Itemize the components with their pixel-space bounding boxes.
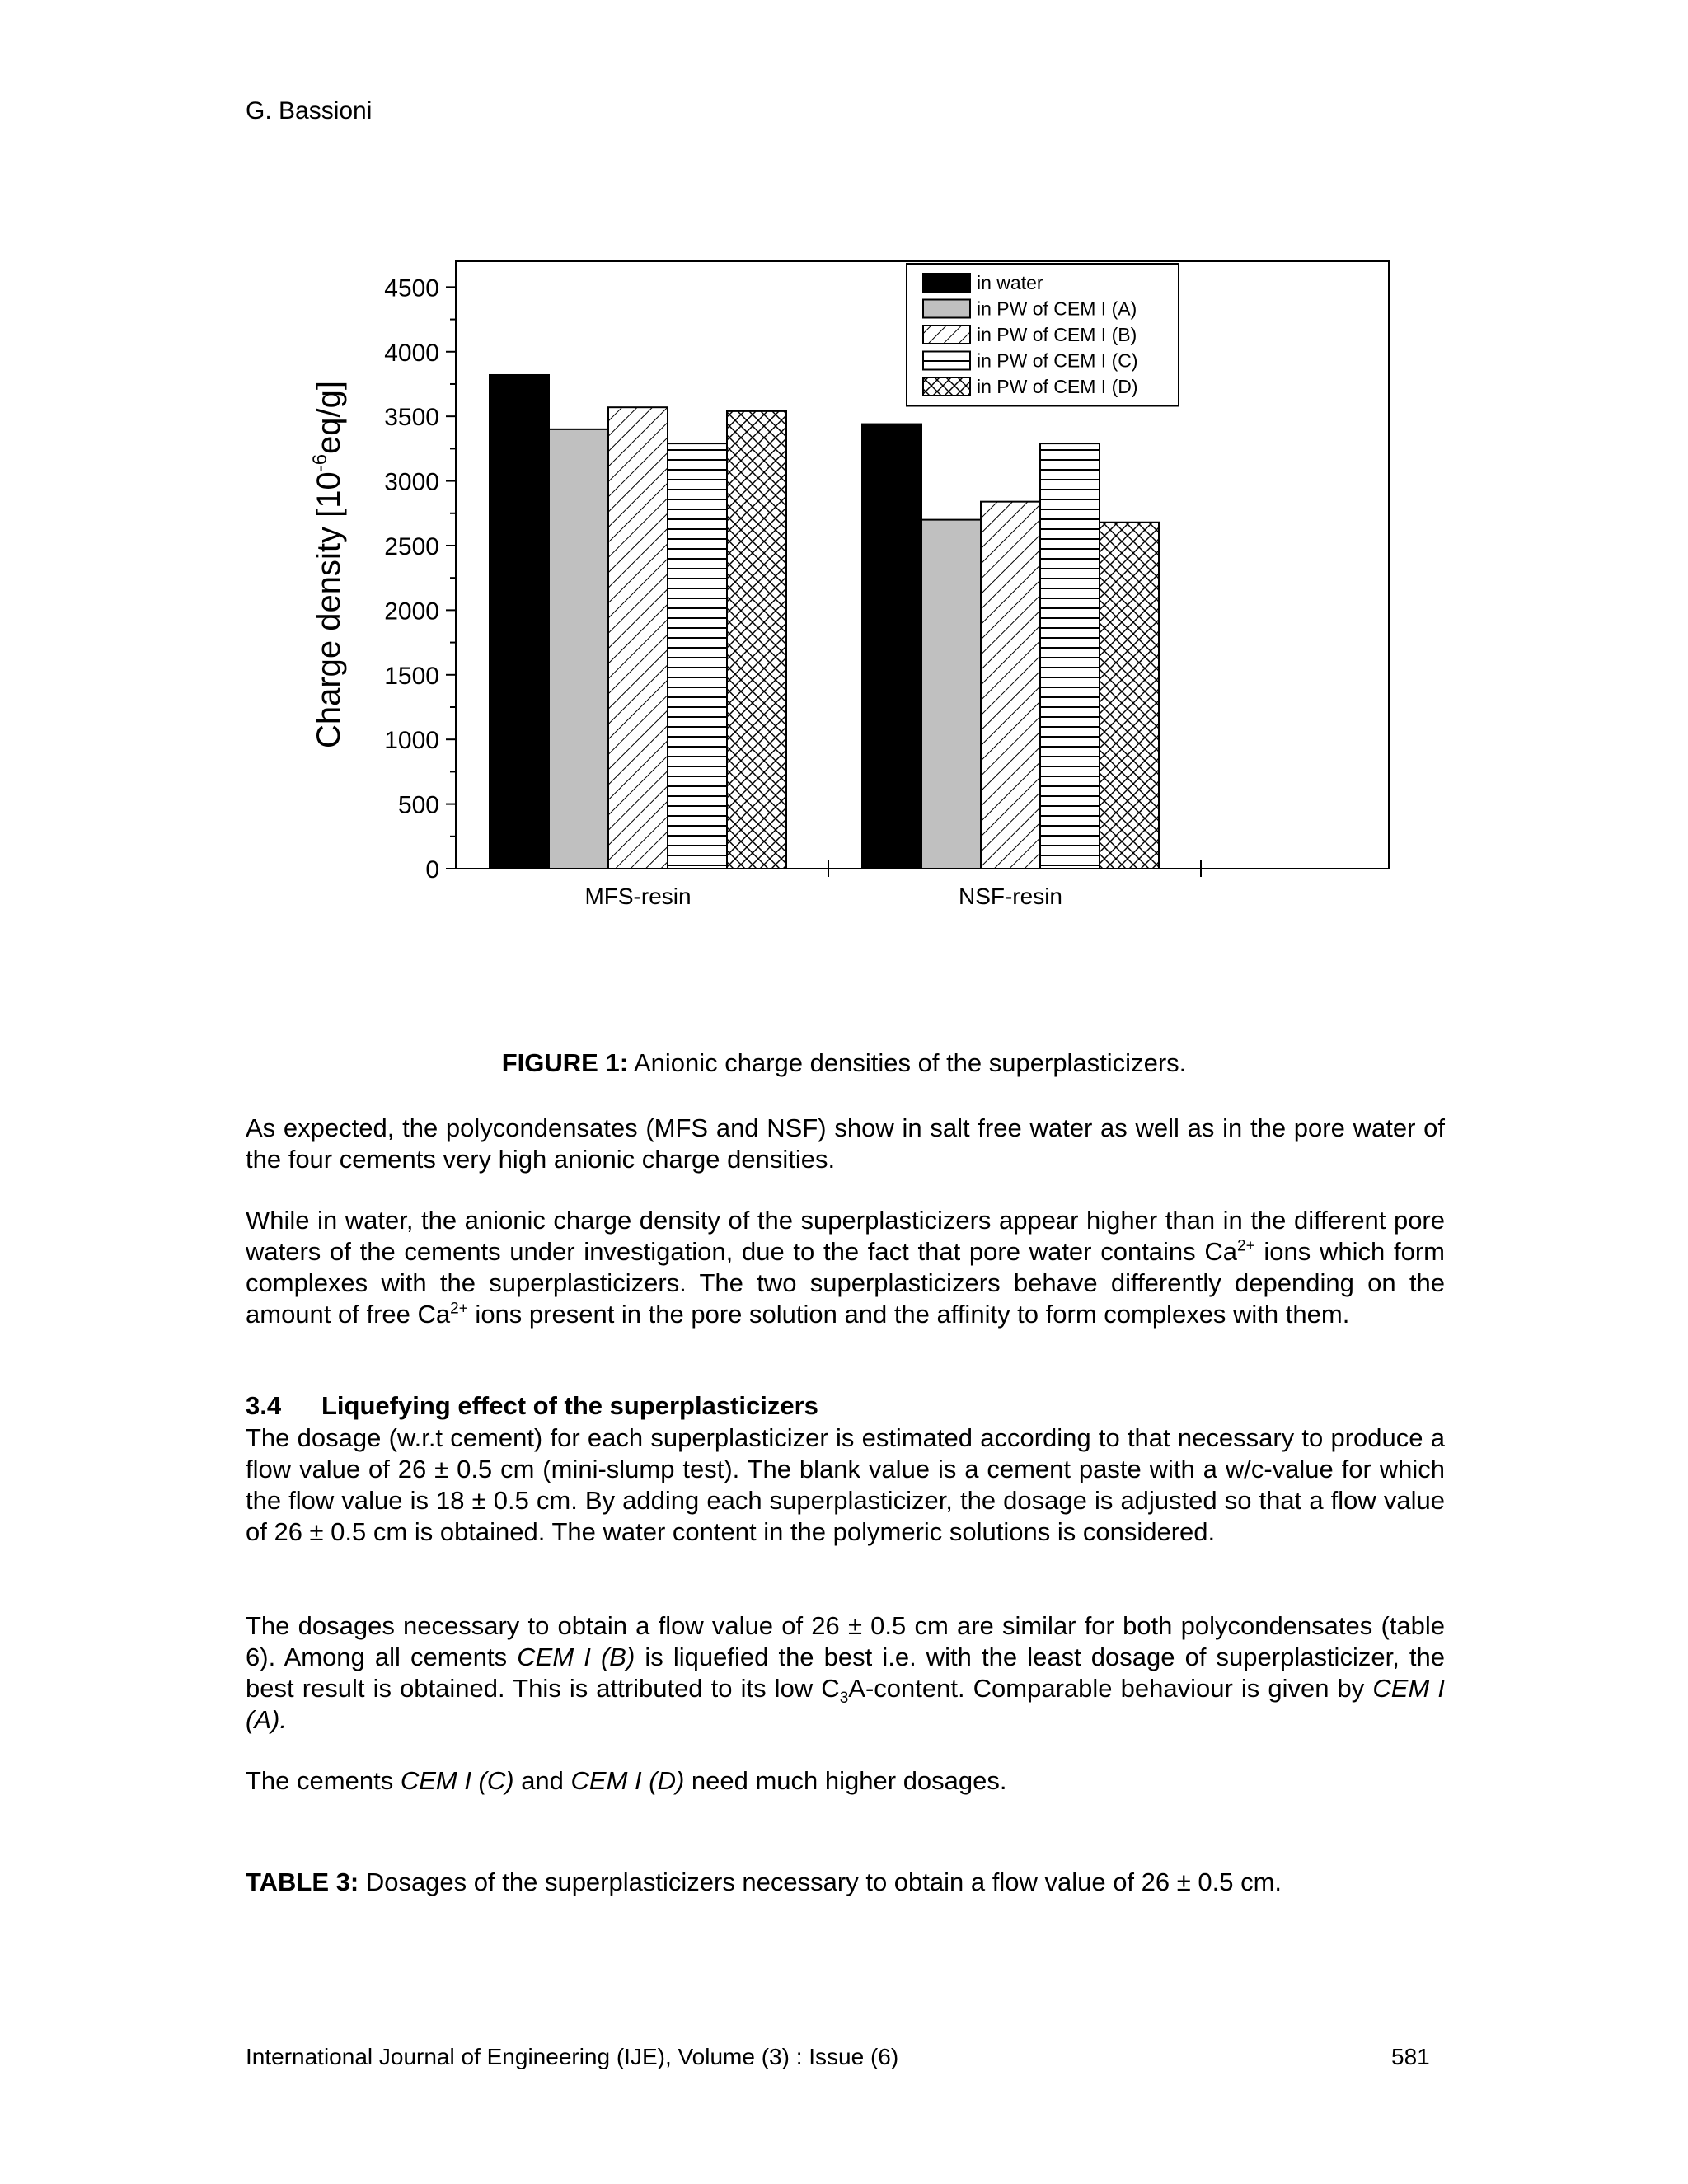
- section-heading: [246, 1391, 818, 1421]
- bar: [981, 502, 1040, 869]
- page-number: 581: [1391, 2044, 1430, 2069]
- bar: [668, 443, 727, 869]
- legend-label: in PW of CEM I (A): [977, 298, 1137, 320]
- legend-label: in PW of CEM I (B): [977, 324, 1137, 345]
- y-tick-label: 1000: [384, 727, 439, 755]
- y-tick-label: 3000: [384, 468, 439, 496]
- bar-chart: [297, 247, 1418, 931]
- paragraph-3: The dosage (w.r.t cement) for each superplasticizer is estimated according to that necessary to produce a flow value of 26 ± 0.5 cm (mini-slump test). The blank value is a cement paste with a w/c-value for which the flow value is 18 ± 0.5 cm. By adding each superplasticizer, the dosage is adjusted so that a flow value of 26 ± 0.5 cm is obtained. The water content in the polymeric solutions is considered.: [246, 1423, 1445, 1546]
- y-tick-label: 2500: [384, 532, 439, 560]
- legend-swatch: [923, 274, 970, 292]
- section-title: Liquefying effect of the superplasticizers: [321, 1391, 818, 1420]
- bar: [549, 429, 608, 869]
- footer-journal: International Journal of Engineering (IJE), Volume (3) : Issue (6): [246, 2044, 899, 2069]
- y-tick-label: 500: [397, 791, 439, 819]
- y-tick-label: 0: [425, 856, 439, 883]
- y-tick-label: 3500: [384, 404, 439, 432]
- legend-label: in PW of CEM I (D): [977, 376, 1138, 397]
- legend-swatch: [923, 352, 970, 370]
- table-caption-text: Dosages of the superplasticizers necessary to obtain a flow value of 26 ± 0.5 cm.: [359, 1868, 1282, 1896]
- bar: [1100, 523, 1159, 869]
- x-category-label: NSF-resin: [958, 883, 1063, 909]
- legend-swatch: [923, 326, 970, 344]
- bar: [921, 520, 981, 869]
- running-header: G. Bassioni: [246, 97, 373, 124]
- legend-label: in water: [977, 272, 1043, 293]
- paragraph-1: As expected, the polycondensates (MFS and NSF) show in salt free water as well as in the pore water of the four cements very high anionic charge densities.: [246, 1113, 1445, 1174]
- legend-swatch: [923, 377, 970, 396]
- paragraph-2: While in water, the anionic charge density of the superplasticizers appear higher than in the different pore waters of the cements under investigation, due to the fact that pore water contains $Ca^{2+}$ ions which form complexes with the superplasticizers. The two superplasticizers behave differently depending on the amount of free $Ca^{2+}$ ions present in the pore solution and the affinity to form complexes with them.: [246, 1206, 1445, 1329]
- bar: [1040, 443, 1100, 869]
- chart-legend: [907, 264, 1179, 406]
- figure-label: FIGURE 1:: [501, 1048, 629, 1077]
- paragraph-4: The dosages necessary to obtain a flow value of 26 ± 0.5 cm are similar for both polycondensates (table 6). Among all cements CEM I (B) is liquefied the best i.e. with the least dosage of superplasticizer, the best result is obtained. This is attributed to its low $C_3A$-content. Comparable behaviour is given by CEM I (A).: [246, 1611, 1445, 1734]
- table-label: TABLE 3:: [246, 1868, 359, 1896]
- paragraph-5: The cements CEM I (C) and CEM I (D) need much higher dosages.: [246, 1766, 1007, 1795]
- y-tick-label: 4000: [384, 339, 439, 367]
- bar: [862, 424, 921, 869]
- x-category-label: MFS-resin: [584, 883, 692, 909]
- figure-caption: [0, 1048, 1688, 1078]
- y-axis-label: Charge density $[10^{-6}eq/g]$: [309, 380, 347, 749]
- y-tick-label: 1500: [384, 662, 439, 690]
- y-tick-label: 4500: [384, 274, 439, 302]
- section-number: 3.4: [246, 1391, 282, 1420]
- bar: [608, 407, 668, 869]
- table-caption: [246, 1868, 1282, 1897]
- y-tick-label: 2000: [384, 598, 439, 626]
- legend-swatch: [923, 300, 970, 318]
- bar: [727, 411, 786, 869]
- legend-label: in PW of CEM I (C): [977, 349, 1138, 372]
- bar: [490, 375, 549, 869]
- figure-caption-text: Anionic charge densities of the superplasticizers.: [628, 1048, 1187, 1077]
